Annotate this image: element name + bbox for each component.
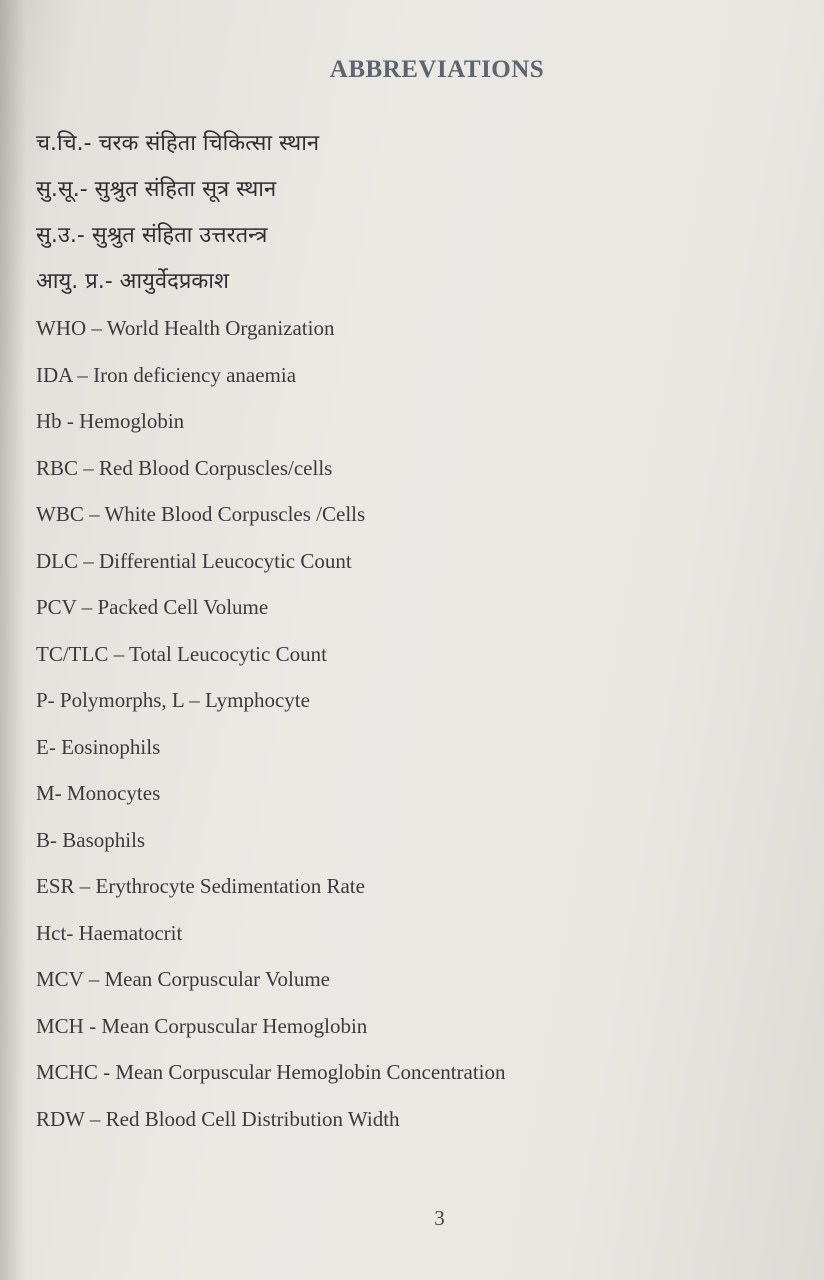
page-number: 3	[434, 1206, 445, 1230]
abbreviation-item-cha-chi: च.चि.- चरक संहिता चिकित्सा स्थान	[36, 131, 320, 156]
abbreviation-item-m: M- Monocytes	[36, 781, 161, 805]
abbreviation-item-dlc: DLC – Differential Leucocytic Count	[36, 548, 352, 573]
abbreviation-item-e: E- Eosinophils	[36, 734, 161, 759]
abbreviation-item-wbc: WBC – White Blood Corpuscles /Cells	[36, 502, 366, 526]
abbreviation-item-tc-tlc: TC/TLC – Total Leucocytic Count	[36, 641, 327, 666]
abbreviation-item-mchc: MCHC - Mean Corpuscular Hemoglobin Concentration	[36, 1060, 506, 1084]
abbreviation-item-b: B- Basophils	[36, 827, 146, 852]
abbreviation-item-who: WHO – World Health Organization	[36, 316, 335, 340]
page-heading: ABBREVIATIONS	[329, 56, 545, 83]
abbreviation-item-hb: Hb - Hemoglobin	[36, 409, 185, 433]
page-gutter-shadow	[0, 0, 26, 1280]
abbreviation-item-su-u: सु.उ.- सुश्रुत संहिता उत्तरतन्त्र	[36, 223, 268, 248]
abbreviation-list	[36, 124, 796, 1145]
abbreviation-item-rdw: RDW – Red Blood Cell Distribution Width	[36, 1106, 400, 1131]
abbreviation-item-mcv: MCV – Mean Corpuscular Volume	[36, 967, 330, 991]
abbreviation-item-mch: MCH - Mean Corpuscular Hemoglobin	[36, 1013, 368, 1038]
abbreviation-item-rbc: RBC – Red Blood Corpuscles/cells	[36, 455, 333, 480]
abbreviation-item-su-su: सु.सू.- सुश्रुत संहिता सूत्र स्थान	[36, 177, 277, 202]
abbreviation-item-hct: Hct- Haematocrit	[36, 920, 183, 945]
abbreviation-item-ayu-pra: आयु. प्र.- आयुर्वेदप्रकाश	[36, 269, 229, 294]
abbreviation-item-pcv: PCV – Packed Cell Volume	[36, 595, 269, 619]
abbreviation-item-p-l: P- Polymorphs, L – Lymphocyte	[36, 688, 310, 712]
abbreviation-item-esr: ESR – Erythrocyte Sedimentation Rate	[36, 874, 365, 898]
abbreviation-item-ida: IDA – Iron deficiency anaemia	[36, 362, 297, 387]
